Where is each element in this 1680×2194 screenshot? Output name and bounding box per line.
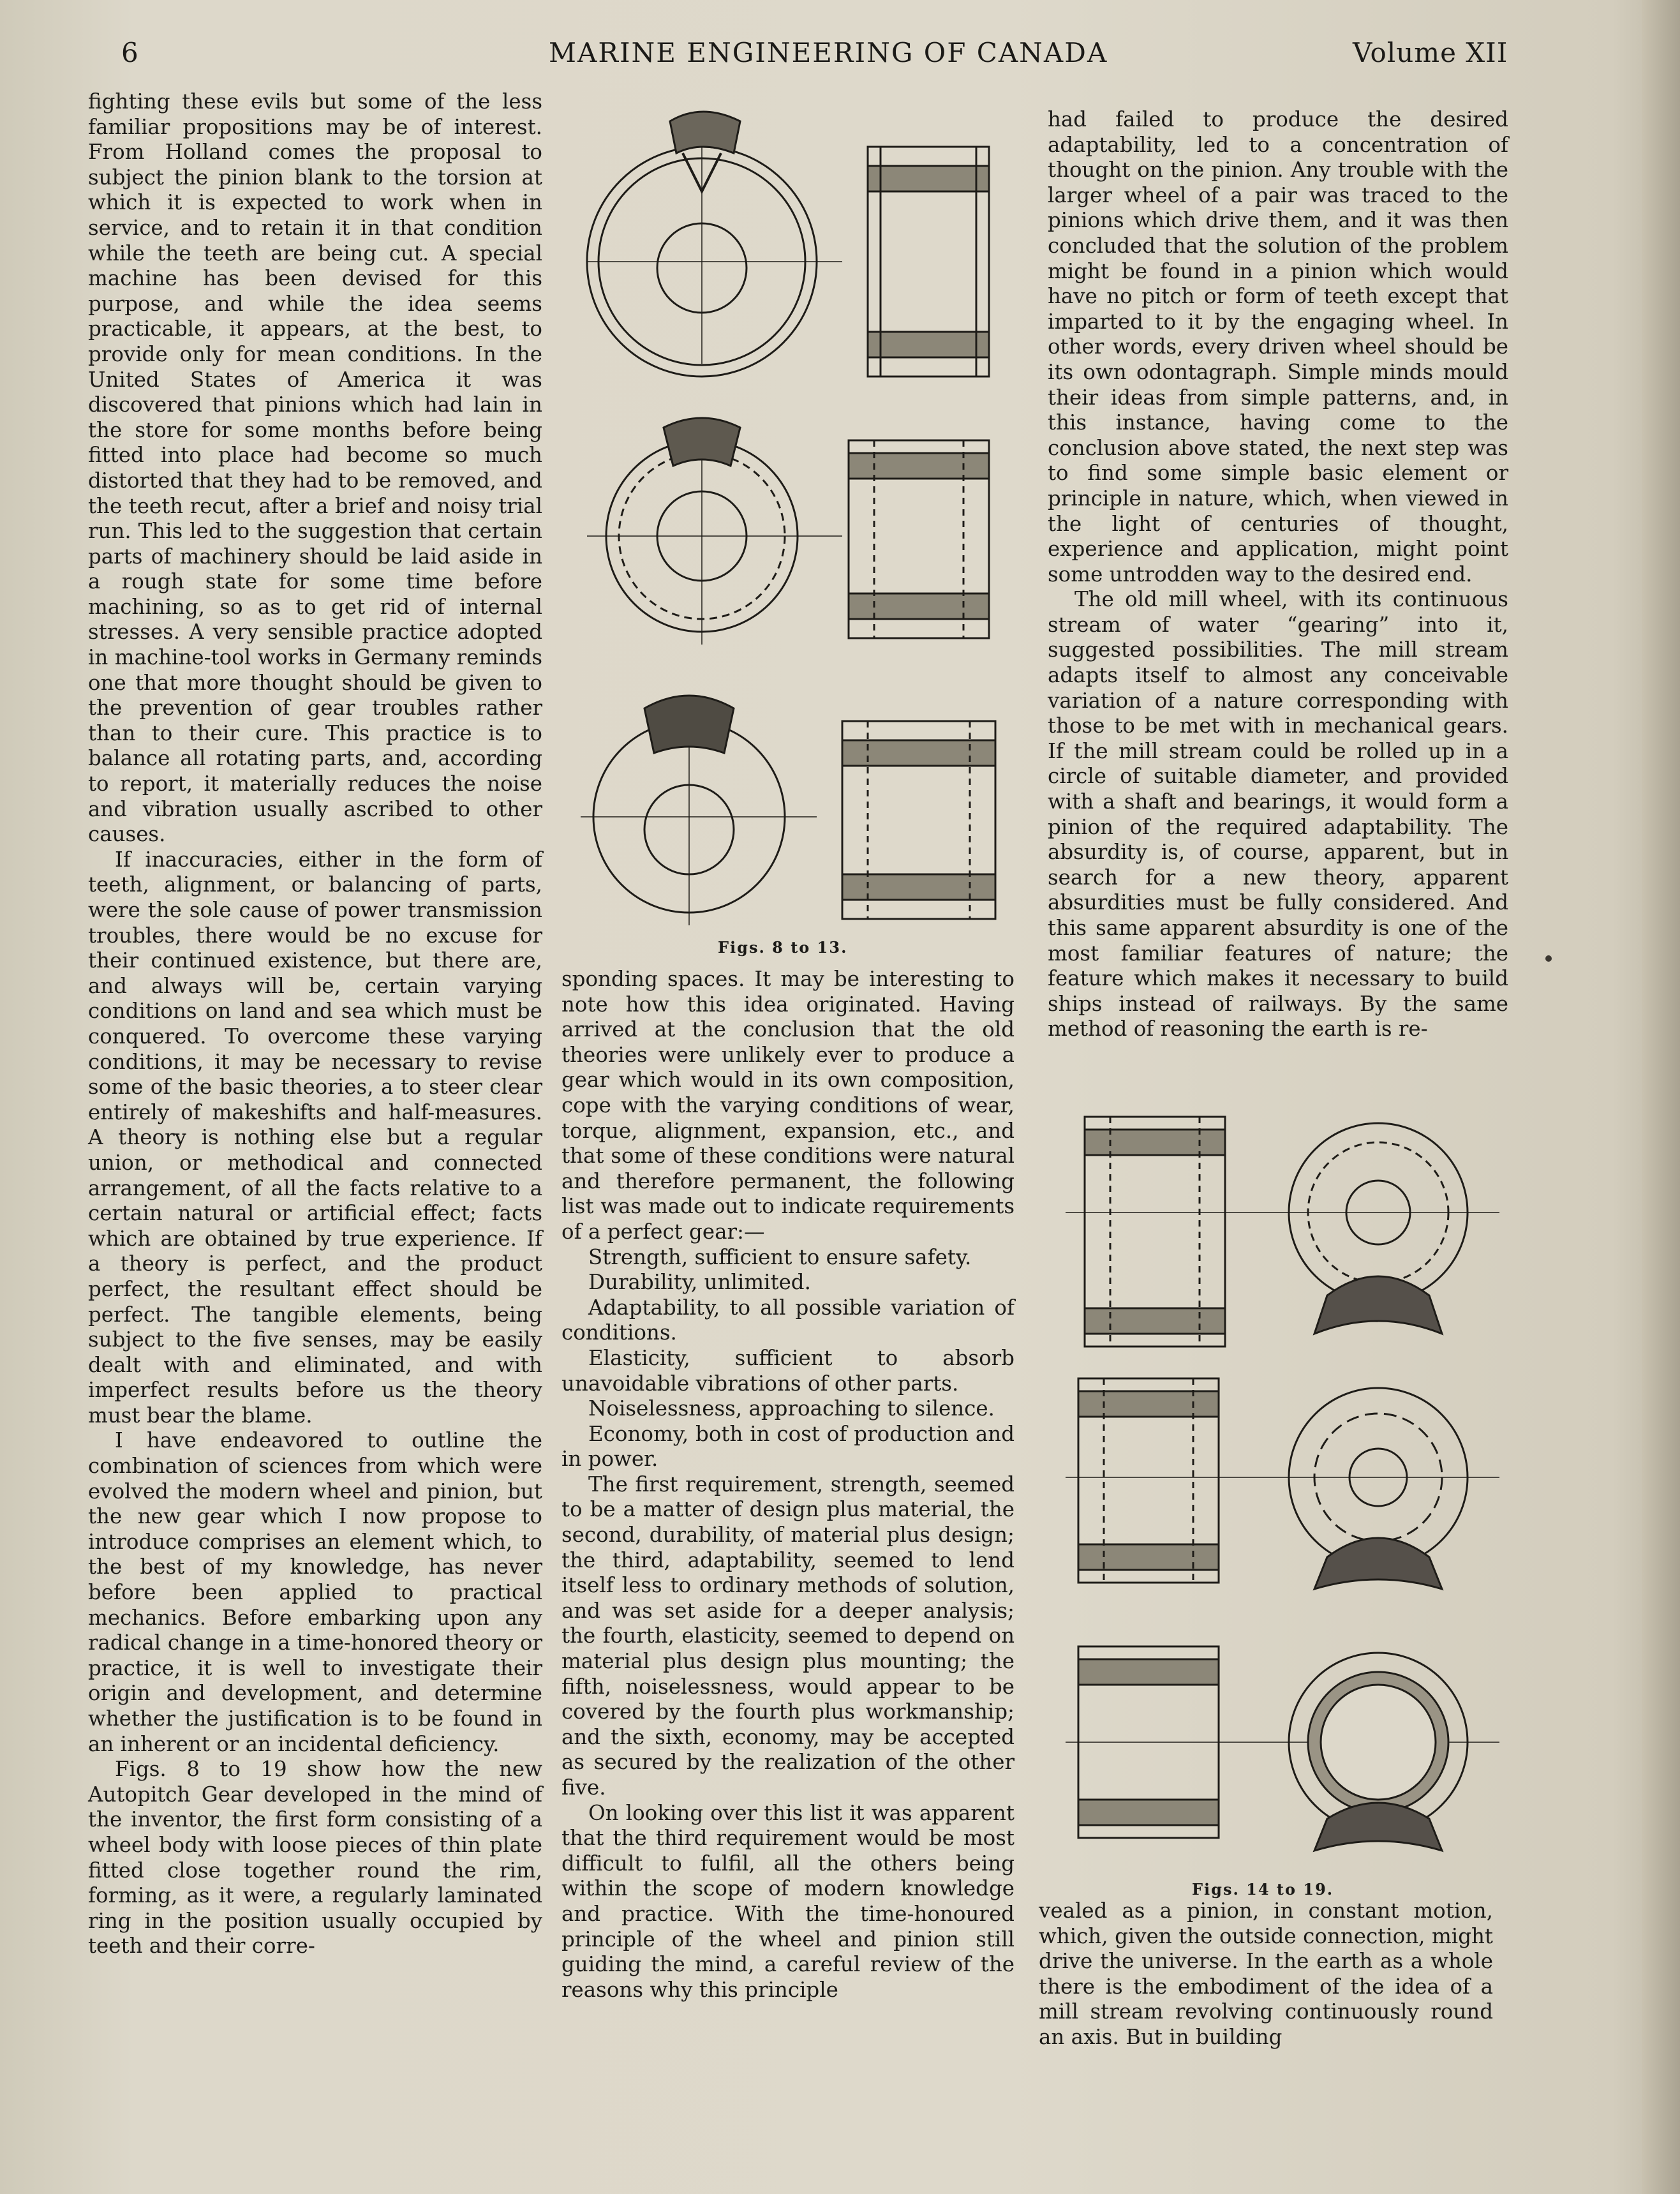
text-column-1: [88, 89, 542, 1959]
paragraph: had failed to produce the desired adaptability, led to a concentration of thought on the pinion. Any trouble with the larger wheel of a pair was traced to the pinions which drive them, and it was then concluded that the solution of the problem might be found in a pinion which would have no pitch or form of teeth except that imparted to it by the engaging wheel. In other words, every driven wheel should be its own odontagraph. Simple minds mould their ideas from simple patterns, and, in this instance, having come to the conclusion above stated, the next step was to find some simple basic element or principle in nature, which, when viewed in the light of centuries of thought, experience and application, might point some untrodden way to the desired end.: [1048, 107, 1508, 586]
publication-title: MARINE ENGINEERING OF CANADA: [549, 37, 1108, 68]
paragraph: The old mill wheel, with its continuous stream of water “gearing” into it, suggested possibilities. The mill stream adapts itself to almost any conceivable variation of a nature corresponding with those to be met with in mechanical gears. If the mill stream could be rolled up in a circle of suitable diameter, and provided with a shaft and bearings, it would form a pinion of the required adaptability. The absurdity is, of course, apparent, but in search for a new theory, apparent absurdities must be fully considered. And this same apparent absurdity is one of the most familiar features of nature; the feature which makes it necessary to build ships instead of railways. By the same method of reasoning the earth is re-: [1048, 587, 1508, 1041]
figure-caption: Figs. 8 to 13.: [718, 938, 848, 957]
page-edge: [1642, 0, 1680, 2194]
text-column-2: [561, 967, 1015, 2003]
paragraph: vealed as a pinion, in constant motion, which, given the outside connection, might drive the universe. In the earth as a whole there is the embodiment of the idea of a mill stream revolving continuously round an axis. But in building: [1039, 1899, 1493, 2049]
list-item: Strength, sufficient to ensure safety.: [588, 1244, 972, 1269]
list-item: Noiselessness, approaching to silence.: [588, 1396, 995, 1421]
volume-label: Volume XII: [1353, 37, 1508, 68]
text-column-3-bottom: [1039, 1899, 1493, 2050]
list-item: Economy, both in cost of production and in power.: [561, 1421, 1015, 1472]
paragraph: If inaccuracies, either in the form of teeth, alignment, or balancing of parts, were the sole cause of power transmission troubles, there would be no excuse for their continued existence, but there are, and always will be, certain varying conditions on land and sea which must be conquered. To overcome these varying conditions, it may be necessary to revise some of the basic theories, a to steer clear entirely of makeshifts and half-measures. A theory is nothing else but a regular union, or methodical and connected arrangement, of all the facts relative to a certain natural or artificial effect; facts which are obtained by true experience. If a theory is perfect, and the product perfect, the resultant effect should be perfect. The tangible elements, being subject to the five senses, may be easily dealt with and eliminated, and with imperfect results before us the theory must bear the blame.: [88, 847, 542, 1428]
list-item: Elasticity, sufficient to absorb unavoidable vibrations of other parts.: [561, 1345, 1015, 1396]
figures-8-to-13: [574, 96, 1008, 932]
page-number: 6: [121, 37, 139, 68]
list-item: Durability, unlimited.: [588, 1270, 811, 1295]
figures-14-to-19: [1059, 1104, 1506, 1876]
figure-caption: Figs. 14 to 19.: [1192, 1880, 1334, 1899]
paragraph: fighting these evils but some of the less familiar propositions may be of interest. From Holland comes the proposal to subject the pinion blank to the torsion at which it is expected to work when in service, and to retain it in that condition while the teeth are being cut. A special machine has been devised for this purpose, and while the idea seems practicable, it appears, at the best, to provide only for mean conditions. In the United States of America it was discovered that pinions which had lain in the store for some months before being fitted into place had become so much distorted that they had to be removed, and the teeth recut, after a brief and noisy trial run. This led to the suggestion that certain parts of machinery should be laid aside in a rough state for some time before machining, so as to get rid of internal stresses. A very sensible practice adopted in machine-tool works in Germany reminds one that more thought should be given to the prevention of gear troubles rather than to their cure. This practice is to balance all rotating parts, and, according to report, it materially reduces the noise and vibration usually ascribed to other causes.: [88, 89, 542, 847]
paragraph: sponding spaces. It may be interesting to note how this idea originated. Having arrived at the conclusion that the old theories were unlikely ever to produce a gear which would in its own composition, cope with the varying conditions of wear, torque, alignment, expansion, etc., and that some of these conditions were natural and therefore permanent, the following list was made out to indicate requirements of a perfect gear:—: [561, 967, 1015, 1244]
paragraph: On looking over this list it was apparent that the third requirement would be most difficult to fulfil, all the others being within the scope of modern knowledge and practice. With the time-honoured principle of the wheel and pinion still guiding the mind, a careful review of the reasons why this principle: [561, 1800, 1015, 2002]
paragraph: I have endeavored to outline the combination of sciences from which were evolved the modern wheel and pinion, but the new gear which I now propose to introduce comprises an element which, to the best of my knowledge, has never before been applied to practical mechanics. Before embarking upon any radical change in a time-honored theory or practice, it is well to investigate their origin and development, and determine whether the justification is to be found in an inherent or an incidental deficiency.: [88, 1428, 542, 1756]
list-item: Adaptability, to all possible variation of conditions.: [561, 1295, 1015, 1345]
paragraph: The first requirement, strength, seemed to be a matter of design plus material, the second, durability, of material plus design; the third, adaptability, seemed to lend itself less to ordinary methods of solution, and was set aside for a deeper analysis; the fourth, elasticity, seemed to depend on material plus design plus mounting; the fifth, noiselessness, would appear to be covered by the fourth plus workmanship; and the sixth, economy, may be accepted as secured by the realization of the other five.: [561, 1472, 1015, 1800]
margin-mark: [1545, 955, 1552, 962]
paragraph: Figs. 8 to 19 show how the new Autopitch Gear developed in the mind of the inventor, the first form consisting of a wheel body with loose pieces of thin plate fitted close together round the rim, forming, as it were, a regularly laminated ring in the position usually occupied by teeth and their corre-: [88, 1757, 542, 1959]
text-column-3-top: [1048, 107, 1508, 1042]
